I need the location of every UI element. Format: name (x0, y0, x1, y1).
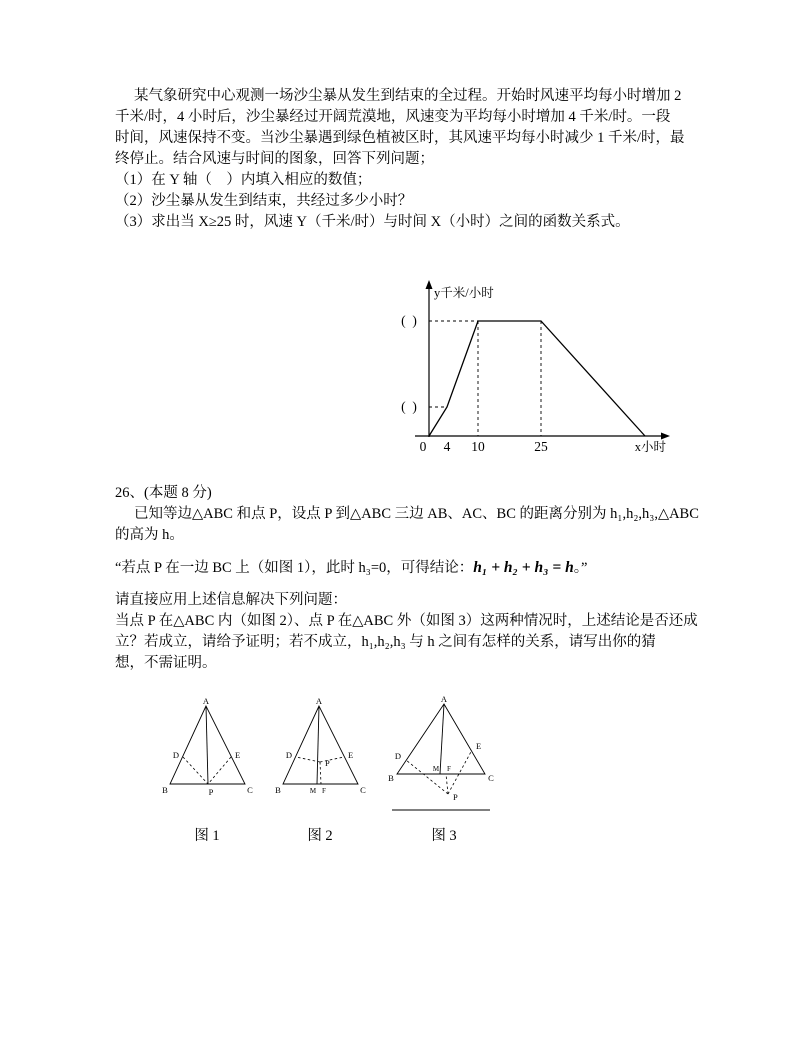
paragraph-line: 千米/时，4 小时后，沙尘暴经过开阔荒漠地，风速变为平均每小时增加 4 千米/时。一段 (115, 109, 671, 125)
perpendicular-pd (406, 760, 448, 794)
y-axis-label: y千米/小时 (434, 286, 494, 300)
perpendicular-pd (296, 757, 320, 762)
quote-formula: h₁ + h₂ + h₃ = h (473, 559, 574, 576)
conclusion-quote (115, 557, 760, 579)
y-axis-blank-upper: ( ) (401, 313, 417, 328)
point-label-m: M (432, 765, 440, 773)
altitude-am (317, 706, 319, 784)
quote-prefix: “若点 P 在一边 BC 上（如图 1），此时 h₃=0，可得结论： (115, 560, 474, 576)
point-label-d: D (285, 750, 292, 760)
question-1: （1）在 Y 轴（ ）内填入相应的数值； (115, 172, 372, 188)
perpendicular-pe (208, 757, 231, 784)
point-label-e: E (348, 750, 354, 760)
problem-26-header: 26、(本题 8 分) (115, 485, 212, 501)
x-tick-25: 25 (534, 439, 548, 454)
question-2: （2）沙尘暴从发生到结束，共经过多少小时？ (115, 193, 413, 209)
wind-speed-curve (429, 321, 645, 436)
figure-1-triangle (150, 696, 264, 806)
vertex-label-a: A (315, 696, 323, 706)
figure-2-triangle (263, 696, 377, 806)
vertex-label-a: A (440, 694, 448, 704)
point-label-p: P (453, 792, 458, 802)
paragraph-line: 时间，风速保持不变。当沙尘暴遇到绿色植被区时，其风速平均每小时减少 1 千米/时，最 (115, 130, 685, 146)
vertex-label-b: B (388, 773, 394, 783)
paragraph-line: 当点 P 在△ABC 内（如图 2）、点 P 在△ABC 外（如图 3）这两种情况时，上述结论是否还成 (115, 613, 698, 629)
perpendicular-pf (446, 774, 448, 794)
paragraph-line: 终停止。结合风速与时间的图象，回答下列问题； (115, 151, 434, 167)
paragraph-line: 某气象研究中心观测一场沙尘暴从发生到结束的全过程。开始时风速平均每小时增加 2 (134, 88, 682, 104)
vertex-label-c: C (360, 785, 366, 795)
point-label-e: E (476, 741, 482, 751)
figure-1-caption: 图 1 (194, 828, 220, 844)
point-label-m: M (309, 787, 317, 795)
paragraph-line: 请直接应用上述信息解决下列问题： (115, 592, 347, 608)
figure-3-triangle (384, 694, 504, 818)
x-tick-10: 10 (471, 439, 485, 454)
figure-3-caption: 图 3 (431, 828, 457, 844)
perpendicular-pe (320, 757, 344, 762)
paragraph-line: 立？若成立，请给予证明；若不成立，h₁,h₂,h₃ 与 h 之间有怎样的关系，请写出你的猜 (115, 634, 656, 650)
x-axis-arrow-icon (661, 433, 670, 440)
y-axis-blank-lower: ( ) (401, 399, 417, 414)
point-label-d: D (394, 751, 401, 761)
point-label-f: F (322, 787, 326, 795)
x-tick-4: 4 (443, 439, 451, 454)
spacer (115, 546, 760, 557)
perpendicular-pd (183, 757, 208, 784)
perpendicular-pe (448, 750, 472, 794)
point-label-p: P (325, 758, 330, 768)
perpendicular-pf (320, 762, 321, 784)
point-label-f: F (447, 765, 451, 773)
x-tick-0: 0 (419, 439, 427, 454)
paragraph-line: 已知等边△ABC 和点 P，设点 P 到△ABC 三边 AB、AC、BC 的距离分别为 h₁,h₂,h₃,△ABC (134, 506, 699, 522)
point-label-p: P (208, 787, 214, 797)
wind-speed-time-graph (383, 274, 675, 466)
paragraph-line: 的高为 h。 (115, 527, 184, 543)
y-axis-arrow-icon (426, 280, 433, 289)
vertex-label-b: B (162, 785, 168, 795)
problem-26-text (115, 483, 760, 674)
point-label-d: D (172, 750, 179, 760)
spacer (115, 579, 760, 590)
point-label-e: E (235, 750, 241, 760)
vertex-label-c: C (247, 785, 253, 795)
vertex-label-a: A (202, 696, 210, 706)
paragraph-line: 想，不需证明。 (115, 655, 217, 671)
figure-2-caption: 图 2 (307, 828, 333, 844)
segment-ap (206, 706, 208, 784)
question-3: （3）求出当 X≥25 时，风速 Y（千米/时）与时间 X（小时）之间的函数关系式。 (115, 214, 630, 230)
altitude-am (440, 704, 444, 774)
vertex-label-b: B (275, 785, 281, 795)
x-axis-label: x小时 (634, 440, 666, 454)
vertex-label-c: C (488, 773, 494, 783)
quote-suffix: 。” (573, 560, 588, 576)
problem-25-text (115, 86, 760, 233)
